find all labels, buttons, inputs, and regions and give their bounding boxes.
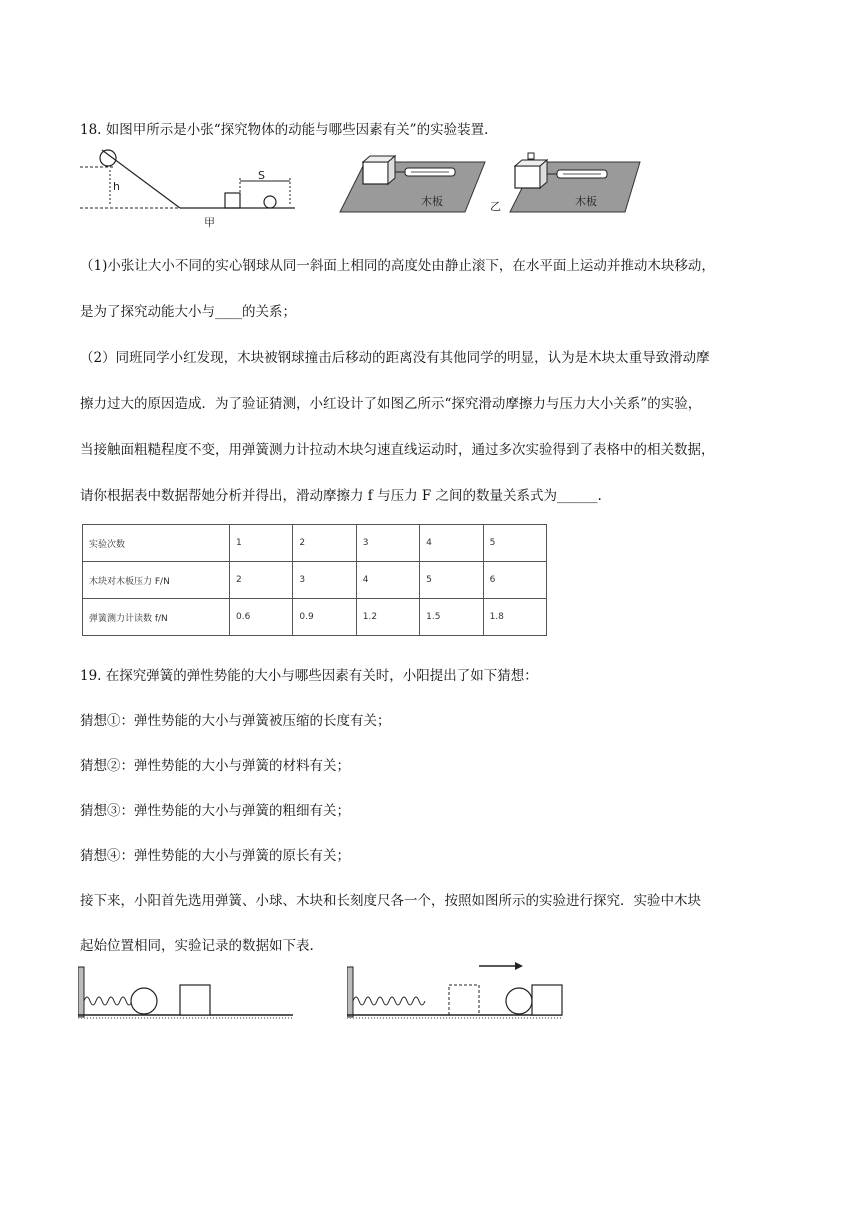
q18-title: 18. 如图甲所示是小张“探究物体的动能与哪些因素有关”的实验装置. (80, 122, 489, 138)
table-header-cell: 实验次数 (83, 525, 230, 562)
q18-p1-line1: （1)小张让大小不同的实心钢球从同一斜面上相同的高度处由静止滚下，在水平面上运动并推动木块移动， (80, 258, 715, 274)
table-cell: 4 (356, 562, 419, 599)
table-cell: 3 (356, 525, 419, 562)
table-cell: 1 (230, 525, 293, 562)
table-cell: 5 (483, 525, 546, 562)
table-cell: 6 (483, 562, 546, 599)
figure-jia (80, 148, 300, 230)
table-cell: 0.9 (293, 599, 356, 636)
data-table (82, 524, 547, 636)
table-cell: 5 (420, 562, 483, 599)
table-cell: 1.2 (356, 599, 419, 636)
q19-guess-4: 猜想④：弹性势能的大小与弹簧的原长有关； (80, 848, 350, 864)
table-row (83, 599, 547, 636)
table-header-cell: 弹簧测力计读数 f/N (83, 599, 230, 636)
table-row (83, 525, 547, 562)
board-text-right: 木板 (575, 195, 597, 208)
q19-guess-3: 猜想③：弹性势能的大小与弹簧的粗细有关； (80, 803, 350, 819)
label-h: h (113, 180, 120, 193)
table-cell: 0.6 (230, 599, 293, 636)
q19-guess-1: 猜想①：弹性势能的大小与弹簧被压缩的长度有关； (80, 713, 391, 729)
table-cell: 1.8 (483, 599, 546, 636)
q18-p1-line2: 是为了探究动能大小与____的关系； (80, 304, 296, 320)
q18-p2-line2: 擦力过大的原因造成．为了验证猜测，小红设计了如图乙所示“探究滑动摩擦力与压力大小关系”的实验， (80, 396, 702, 412)
figure-spring-left (78, 965, 298, 1023)
figure-spring-right (347, 960, 567, 1023)
figure-yi (335, 150, 645, 222)
q19-next-line1: 接下来，小阳首先选用弹簧、小球、木块和长刻度尺各一个，按照如图所示的实验进行探究．实验中木块 (80, 893, 701, 909)
table-header-cell: 木块对木板压力 F/N (83, 562, 230, 599)
q19-title: 19. 在探究弹簧的弹性势能的大小与哪些因素有关时，小阳提出了如下猜想： (80, 668, 538, 684)
q18-p2-line3: 当接触面粗糙程度不变，用弹簧测力计拉动木块匀速直线运动时，通过多次实验得到了表格中的相关数据， (80, 442, 715, 458)
q18-p2-line4: 请你根据表中数据帮她分析并得出，滑动摩擦力 f 与压力 F 之间的数量关系式为______. (80, 488, 602, 504)
label-s: S (258, 169, 265, 182)
q18-p2-line1: （2）同班同学小红发现，木块被钢球撞击后移动的距离没有其他同学的明显，认为是木块太重导致滑动摩 (80, 350, 710, 366)
table-row (83, 562, 547, 599)
label-yi: 乙 (490, 200, 501, 213)
table-cell: 2 (293, 525, 356, 562)
q19-guess-2: 猜想②：弹性势能的大小与弹簧的材料有关； (80, 758, 350, 774)
table-cell: 1.5 (420, 599, 483, 636)
table-cell: 4 (420, 525, 483, 562)
q19-next-line2: 起始位置相同，实验记录的数据如下表. (80, 938, 314, 954)
table-cell: 2 (230, 562, 293, 599)
board-text-left: 木板 (421, 195, 443, 208)
table-cell: 3 (293, 562, 356, 599)
label-jia: 甲 (204, 216, 215, 229)
